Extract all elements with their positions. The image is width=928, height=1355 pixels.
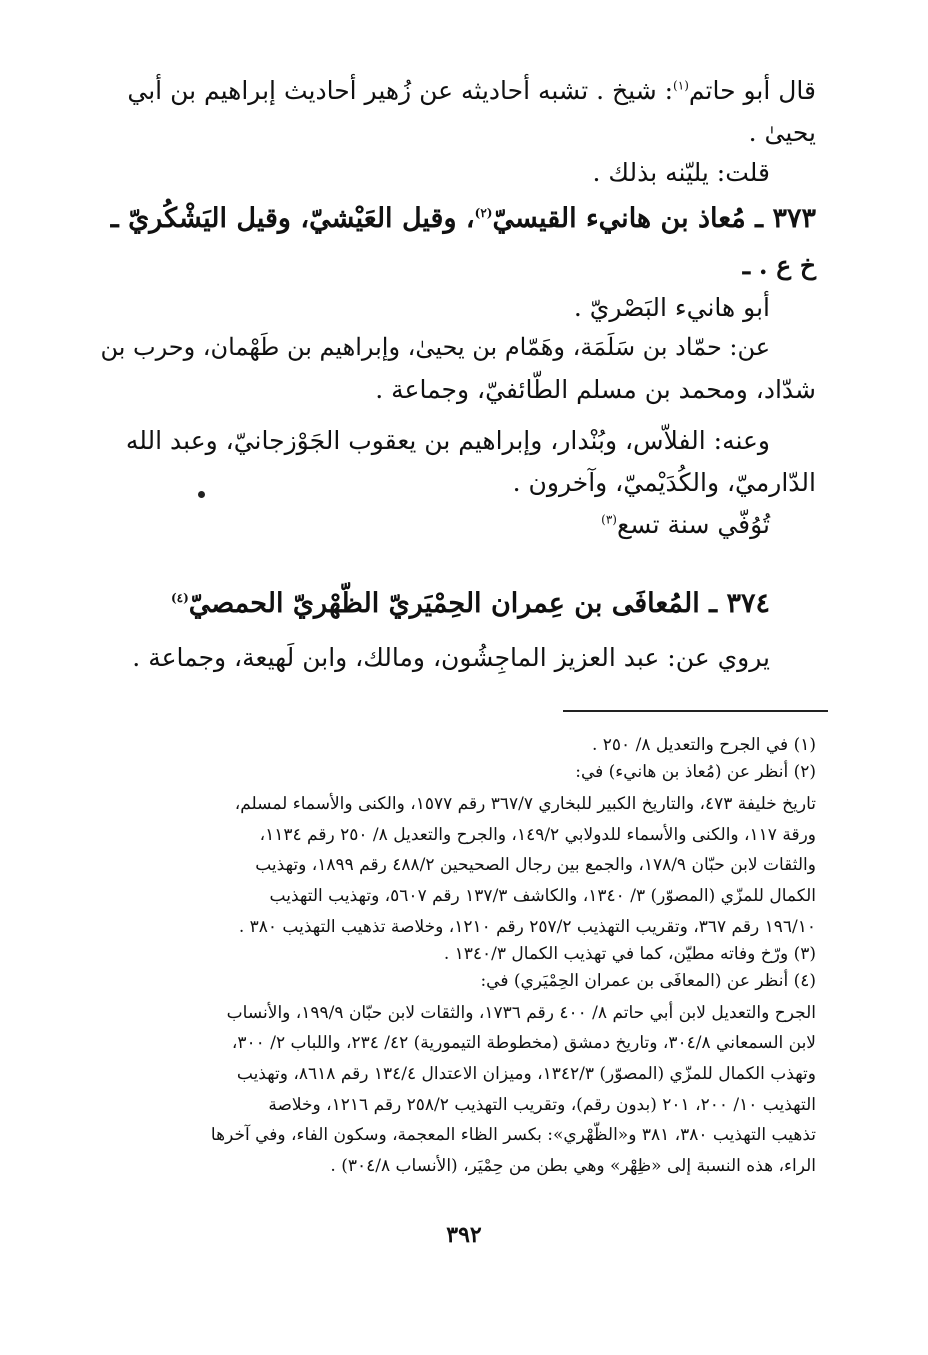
text-line: قلت: يليّنه بذلك . bbox=[592, 158, 770, 187]
text-line: عن: حمّاد بن سَلَمَة، وهَمّام بن يحيىٰ، وإبراهيم بن طَهْمان، وحرب بن bbox=[100, 333, 770, 361]
footnote-line: الجرح والتعديل لابن أبي حاتم ٨/ ٤٠٠ رقم ١٧٣٦، والثقات لابن حبّان ١٩٩/٩، والأنساب bbox=[226, 1003, 816, 1023]
ink-dot bbox=[198, 491, 205, 498]
text-line: الدّارميّ، والكُدَيْميّ، وآخرون . bbox=[512, 468, 816, 497]
heading-text: ، وقيل العَيْشيّ، وقيل اليَشْكُريّ ـ bbox=[110, 203, 475, 234]
text-segment: : شيخ . تشبه أحاديثه عن زُهير أحاديث إبراهيم بن أبي bbox=[127, 76, 674, 105]
footnote-line: التهذيب ١٠/ ٢٠٠، ٢٠١ (بدون رقم)، وتقريب التهذيب ٢٥٨/٢ رقم ١٢١٦، وخلاصة bbox=[268, 1095, 816, 1115]
footnote-line: تذهيب التهذيب ٣٨٠، ٣٨١ و«الظّهْري»: بكسر الظاء المعجمة، وسكون الفاء، وفي آخرها bbox=[210, 1125, 816, 1145]
footnote: (٣) ورّخ وفاته مطيّن، كما في تهذيب الكمال ١٣٤٠/٣ . bbox=[443, 944, 816, 964]
footnote-line: الراء، هذه النسبة إلى «ظِهْر» وهي بطن من حِمْيَر، (الأنساب ٣٠٤/٨) . bbox=[330, 1156, 816, 1176]
page-number: ٣٩٢ bbox=[446, 1222, 482, 1248]
footnote-line: ١٩٦/١٠ رقم ٣٦٧، وتقريب التهذيب ٢٥٧/٢ رقم ١٢١٠، وخلاصة تذهيب التهذيب ٣٨٠ . bbox=[238, 917, 816, 937]
text-line: يروي عن: عبد العزيز الماجِشُون، ومالك، وابن لَهيعة، وجماعة . bbox=[132, 643, 770, 672]
text-segment: تُوُفّي سنة تسع bbox=[616, 510, 770, 539]
text-segment: قال أبو حاتم bbox=[688, 76, 816, 105]
footnote-line: والثقات لابن حبّان ١٧٨/٩، والجمع بين رجال الصحيحين ٤٨٨/٢ رقم ١٨٩٩، وتهذيب bbox=[255, 855, 816, 875]
footnote-ref: (٢) bbox=[474, 206, 493, 220]
footnote-ref: (١) bbox=[673, 78, 689, 93]
footnote-line: الكمال للمزّي (المصوّر) ٣/ ١٣٤٠، والكاشف ١٣٧/٣ رقم ٥٦٠٧، وتهذيب التهذيب bbox=[269, 886, 816, 906]
footnote: (٤) أنظر عن (المعافَى بن عمران الحِمْيَري) في: bbox=[480, 971, 816, 991]
footnote-line: تاريخ خليفة ٤٧٣، والتاريخ الكبير للبخاري ٣٦٧/٧ رقم ١٥٧٧، والكنى والأسماء لمسلم، bbox=[234, 794, 816, 814]
text-line bbox=[127, 78, 816, 103]
footnote-line: وتهذب الكمال للمزّي (المصوّر) ١٣٤٢/٣، وميزان الاعتدال ١٣٤/٤ رقم ٨٦١٨، وتهذيب bbox=[236, 1064, 816, 1084]
footnote-ref: (٣) bbox=[601, 512, 617, 527]
heading-text: ٣٧٣ ـ مُعاذ بن هانيء القيسيّ bbox=[492, 203, 816, 234]
text-line bbox=[601, 512, 770, 537]
text-line: يحيىٰ . bbox=[748, 118, 816, 147]
entry-heading bbox=[171, 590, 770, 617]
footnote-line: لابن السمعاني ٣٠٤/٨، وتاريخ دمشق (مخطوطة التيمورية) ٤٢/ ٢٣٤، واللباب ٢/ ٣٠٠، bbox=[231, 1033, 816, 1053]
footnote: (١) في الجرح والتعديل ٨/ ٢٥٠ . bbox=[591, 735, 816, 755]
footnote-divider bbox=[563, 710, 828, 712]
text-line: وعنه: الفلاّس، وبُنْدار، وإبراهيم بن يعقوب الجَوْزجانيّ، وعبد الله bbox=[125, 426, 770, 455]
footnote-ref: (٤) bbox=[170, 591, 189, 605]
footnote-line: ورقة ١١٧، والكنى والأسماء للدولابي ١٤٩/٢، والجرح والتعديل ٨/ ٢٥٠ رقم ١١٣٤، bbox=[259, 825, 816, 845]
text-line: خ ع . ـ bbox=[742, 251, 816, 280]
entry-heading bbox=[111, 205, 816, 232]
text-line: أبو هانيء البَصْريّ . bbox=[573, 293, 770, 322]
heading-text: ٣٧٤ ـ المُعافَى بن عِمران الحِمْيَريّ الظّهْريّ الحمصيّ bbox=[188, 588, 770, 619]
footnote: (٢) أنظر عن (مُعاذ بن هانيء) في: bbox=[575, 762, 816, 782]
text-line: شدّاد، ومحمد بن مسلم الطّائفيّ، وجماعة . bbox=[375, 375, 816, 404]
